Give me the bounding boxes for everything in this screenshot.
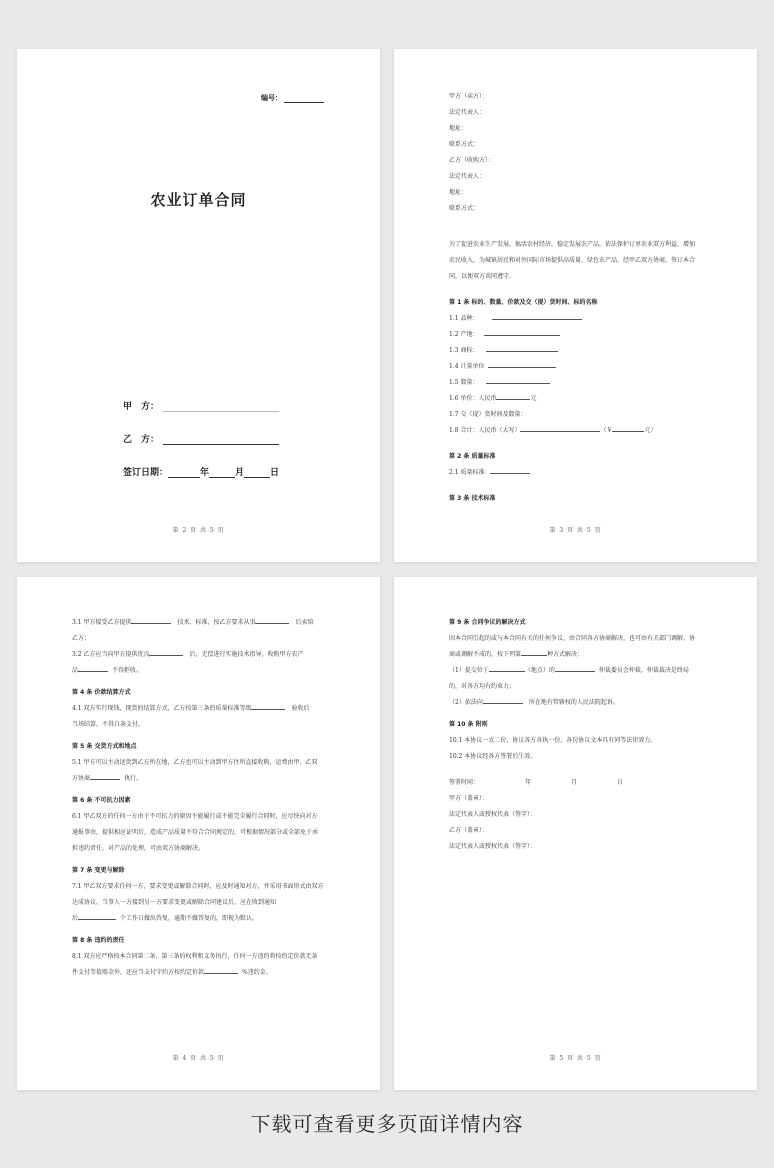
- document-page-5: [394, 577, 757, 1090]
- page-footer: 第 5 页 共 5 页: [549, 1055, 602, 1062]
- article-4-title: 第 4 条 价款结算方式: [72, 689, 131, 696]
- page-footer: 第 3 页 共 5 页: [549, 527, 602, 534]
- article-3-title: 第 3 条 技术标准: [449, 495, 496, 502]
- page-footer: 第 2 页 共 5 页: [172, 527, 225, 534]
- article-5-title: 第 5 条 交货方式和地点: [72, 743, 137, 750]
- article-1-title: 第 1 条 标的、数量、价款及交（提）货时间、标的名称: [449, 299, 598, 306]
- article-8-title: 第 8 条 违约的责任: [72, 937, 125, 944]
- page-footer: 第 4 页 共 5 页: [172, 1055, 225, 1062]
- article-2-title: 第 2 条 质量标准: [449, 453, 496, 460]
- document-number-blank: [284, 94, 324, 103]
- contract-title: 农业订单合同: [150, 191, 247, 209]
- page4-body: 3.1 甲方接受乙方提供 技术、标准，按乙方要求从事 后卖给 乙方； 3.2 乙方应当向甲方提供优良 后，无偿进行实施技术指导，收购甲方农产 品 不得拒收。 第 4 条 价款结算方式 4.1 双方实行现钱，现货的结算方式，乙方按第三条的质量标准等级 验收后 当场结算，不得白条支付。 第 5 条 交货方式和地点 5.1 甲方可以主动送货到乙方所在地，乙方也可以主动到甲方住所直接收购，运费由甲、乙双 方协商 执行。 第 6 条 不可抗力因素 6.1 甲乙双方的任何一方由于不可抗力的原因不能履行或不能完全履行合同时，应尽快向对方 通报事由，提供相应证明后，造成产品质量不符合合同规定的，可根据情况部分或全部免于承 担违约责任，对产品的处理，可由双方协商解决。 第 7 条 变更与解除 7.1 甲乙双方要求任何一方，要求变更或解除合同时，应及时通知对方，并采用书面形式由双方 达成协议。当事人一方接到另一方要求变更或解除合同建议后，应在收到通知 后 个工作日做出答复，逾期不做答复的，即视为默认。 第 8 条 违约的责任 8.1 双方应严格按本合同第二条、第三条的权利和义务执行，任何一方违约将按约定价款无条 件支付等值赔金外，还应当支付守约方按约定价款 %违约金。: [72, 615, 325, 981]
- party-b-line: 乙 方：: [123, 432, 279, 445]
- sign-time-line: 签署时间： 年 月 日: [449, 779, 624, 786]
- party-a-line: 甲 方：: [123, 399, 279, 412]
- page5-body: 第 9 条 合同争议的解决方式 因本合同引起的或与本合同有关的任何争议，由合同各方协商解决，也可由有关部门调解。协 商或调解不成的，按下列第 种方式解决： （1）提交位于 （地点）的 仲裁委员会仲裁。仲裁裁决是终局 的，对各方均有约束力； （2）依法向 所在地有管辖权的人民法院起诉。 第 10 条 附则 10.1 本协议一式二份，协议各方各执一份，各份协议文本具有同等法律效力。 10.2 本协议经各方签署后生效。 签署时间： 年 月 日 甲方（盖章）： 法定代表人或授权代表（签字）： 乙方（盖章）： 法定代表人或授权代表（签字）：: [449, 615, 702, 855]
- document-page-3: [394, 49, 757, 562]
- document-number: 编号：: [261, 93, 324, 103]
- download-caption: 下载可查看更多页面详情内容: [250, 1112, 524, 1136]
- article-9-title: 第 9 条 合同争议的解决方式: [449, 619, 526, 626]
- document-page-2: [17, 49, 380, 562]
- page3-body: 甲方（卖方）： 法定代表人： 地址： 联系方式： 乙方（收购方）： 法定代表人： 地址： 联系方式： 为了促进农业生产发展，搞活农村经济，稳定发展农产品，依法保护订单农业双方利益，增加 农民收入，为城镇居民和对外国际市场提供高质量、绿色农产品，经甲乙双方协商，签订本合 同，以便双方共同遵守。 第 1 条 标的、数量、价款及交（提）货时间、标的名称 1.1 品种： 1.2 产地： 1.3 商标： 1.4 计量单位 1.5 数量： 1.6 单价：人民币 元 1.7 交（提）货时间及数量： 1.8 合计：人民币（大写） （￥ 元） 第 2 条 质量标准 2.1 质量标准： 第 3 条 技术标准: [449, 89, 702, 507]
- article-10-title: 第 10 条 附则: [449, 721, 488, 728]
- sign-date-line: 签订日期： 年 月 日: [123, 468, 280, 478]
- article-6-title: 第 6 条 不可抗力因素: [72, 797, 131, 804]
- article-7-title: 第 7 条 变更与解除: [72, 867, 125, 874]
- document-page-4: [17, 577, 380, 1090]
